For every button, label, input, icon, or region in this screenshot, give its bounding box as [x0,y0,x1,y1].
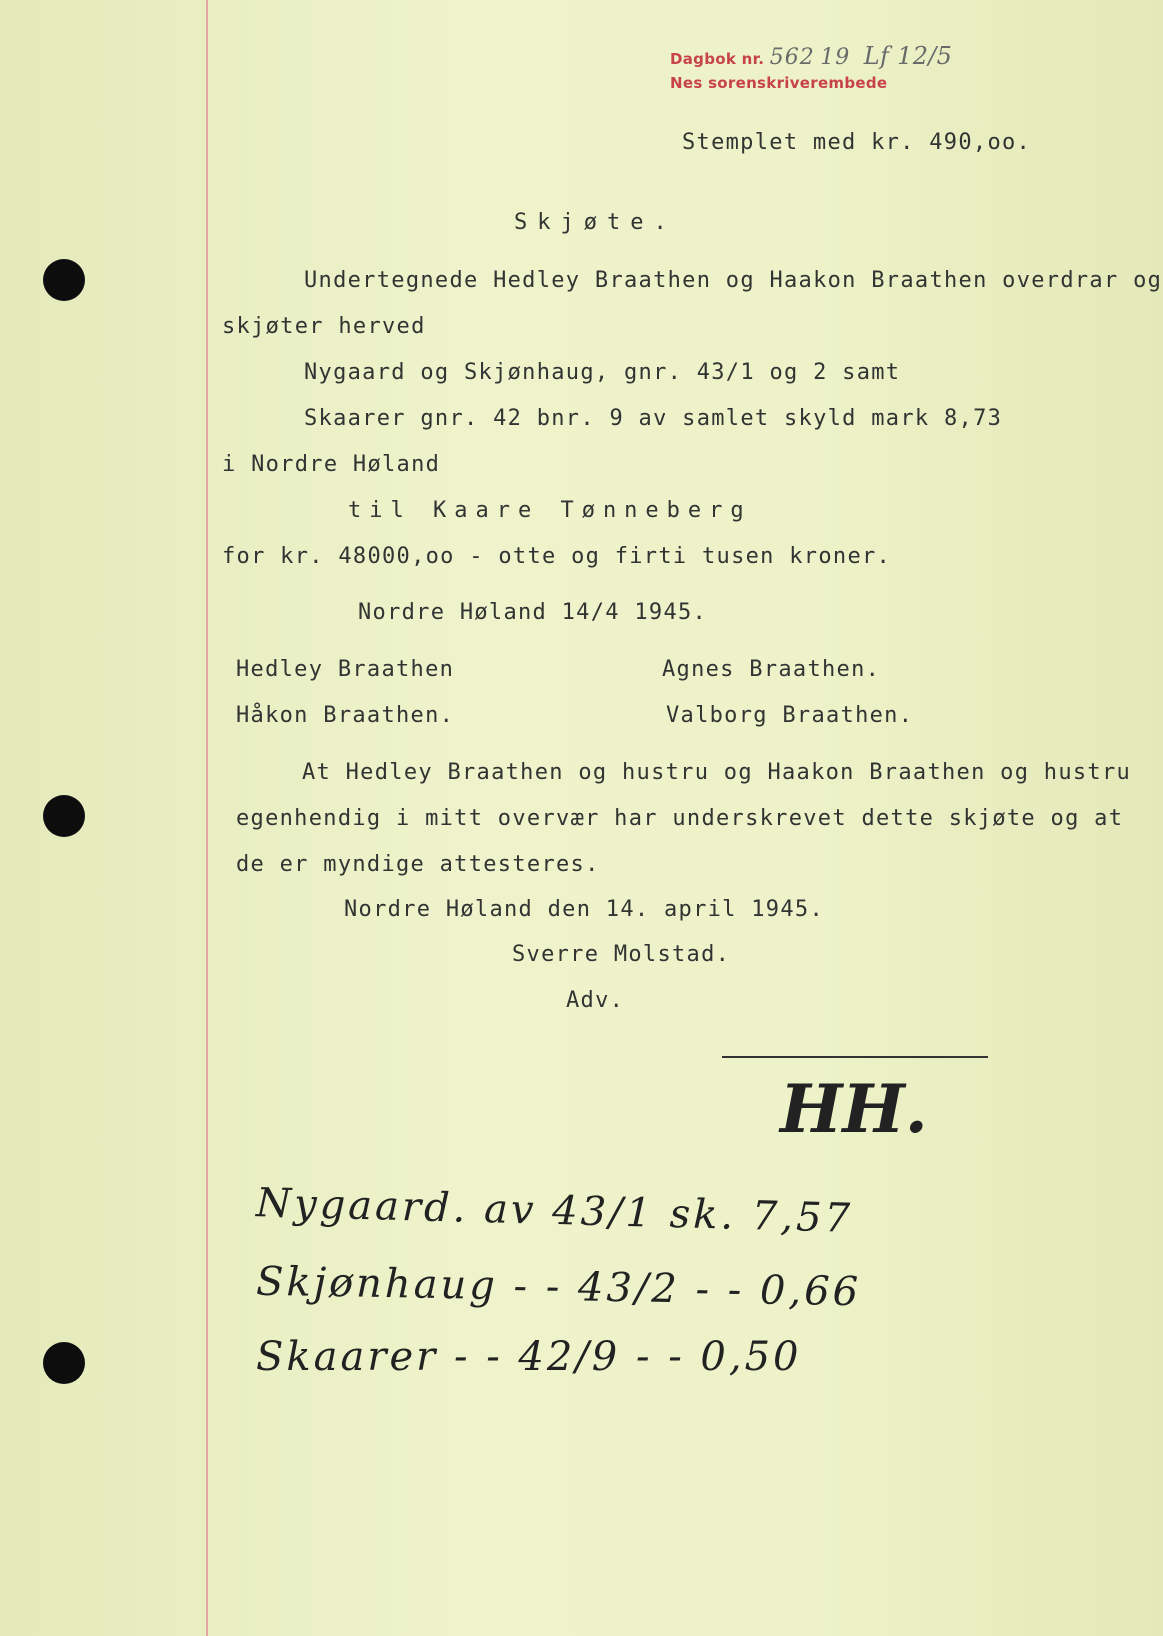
margin-line [206,0,208,1636]
document-title: Skjøte. [514,210,677,235]
property-line: Nygaard og Skjønhaug, gnr. 43/1 og 2 samt [304,360,901,385]
attestation-date: Nordre Høland den 14. april 1945. [344,897,824,922]
handwritten-initials: HH. [780,1070,928,1148]
price-line: for kr. 48000,oo - otte og firti tusen kroner. [222,544,892,569]
stamp-number: 562 [769,45,815,70]
punch-hole-top [43,259,85,301]
stamp-duty: Stemplet med kr. 490,oo. [682,130,1032,155]
handwritten-note: Skjønhaug - - 43/2 - - 0,66 [255,1258,862,1316]
punch-hole-bottom [43,1342,85,1384]
registry-stamp [670,44,952,95]
body-line: i Nordre Høland [222,452,441,477]
property-line: Skaarer gnr. 42 bnr. 9 av samlet skyld mark 8,73 [304,406,1003,431]
stamp-handwritten-date: Lf 12/5 [863,42,953,70]
stamp-year: 19 [820,45,851,70]
signature-seller-2: Håkon Braathen. [236,703,455,728]
handwritten-note: Skaarer - - 42/9 - - 0,50 [256,1334,802,1380]
stamp-label: Dagbok nr. [670,50,765,68]
body-line: skjøter herved [222,314,426,339]
place-date: Nordre Høland 14/4 1945. [358,600,708,625]
buyer-line: til Kaare Tønneberg [348,498,752,523]
handwritten-note: Nygaard. av 43/1 sk. 7,57 [255,1180,854,1242]
attestor-name: Sverre Molstad. [512,942,731,967]
attestor-title: Adv. [566,988,625,1013]
signature-spouse-2: Valborg Braathen. [666,703,914,728]
signature-rule [722,1056,988,1058]
signature-seller-1: Hedley Braathen [236,657,455,682]
attestation-line: At Hedley Braathen og hustru og Haakon Braathen og hustru [302,760,1132,785]
signature-spouse-1: Agnes Braathen. [662,657,881,682]
punch-hole-middle [43,795,85,837]
stamp-office: Nes sorenskriverembede [670,74,888,92]
attestation-line: de er myndige attesteres. [236,852,600,877]
body-line: Undertegnede Hedley Braathen og Haakon Braathen overdrar og [304,268,1163,293]
attestation-line: egenhendig i mitt overvær har underskrevet dette skjøte og at [236,806,1124,831]
